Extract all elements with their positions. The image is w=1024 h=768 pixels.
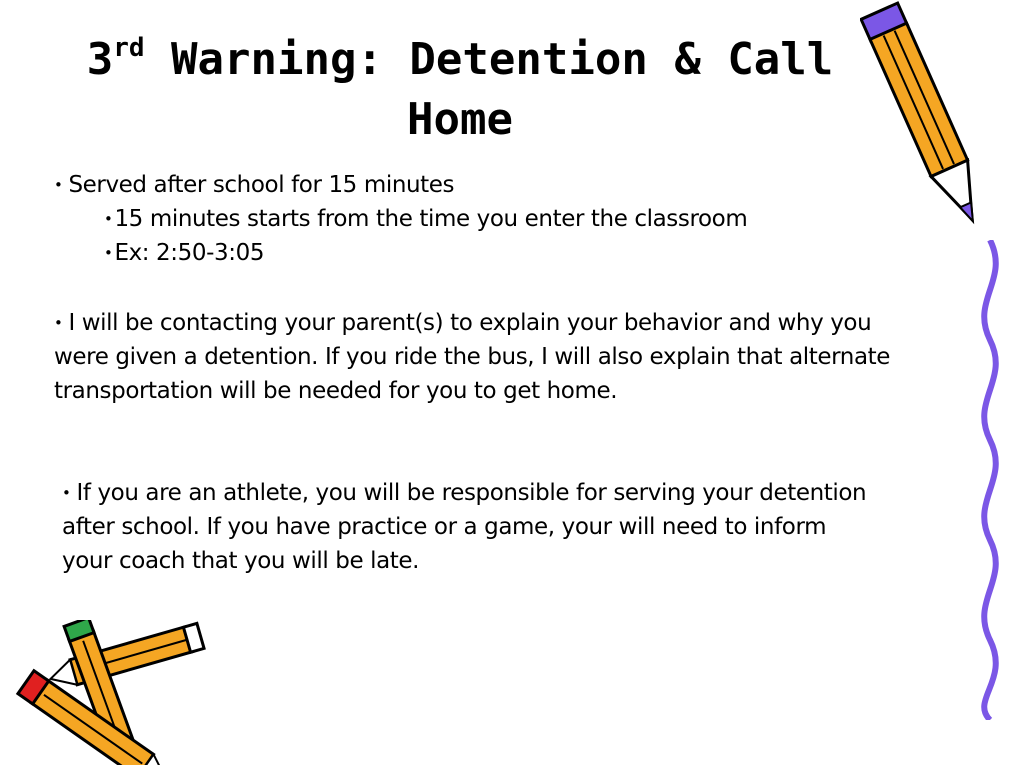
pencil-icon [860,0,1000,245]
title-ordinal-suffix: rd [113,33,145,63]
bullet-served-after-school [54,168,454,202]
bullet-text: Ex: 2:50-3:05 [114,240,265,266]
squiggle-line [970,240,1010,720]
bullet-text: 15 minutes starts from the time you enter the classroom [114,206,748,232]
bullet-athlete [62,476,882,578]
bullet-marker: • [104,210,113,228]
bullet-text: Served after school for 15 minutes [68,172,455,198]
bullet-marker: • [62,484,71,502]
bullet-marker: • [104,244,113,262]
bullet-text: I will be contacting your parent(s) to explain your behavior and why you were given a detention. If you ride the bus, I will also explain that alternate transportation will be needed for you to get home. [54,310,891,404]
title-text: Warning: Detention & Call Home [144,34,834,145]
sub-bullet-start-time [104,202,747,236]
sub-bullet-example [104,236,264,270]
slide-title [60,30,860,150]
bullet-marker: • [54,314,63,332]
bullet-contact-parents [54,306,924,408]
crossed-pencils-icon [0,620,210,765]
bullet-marker: • [54,176,63,194]
title-ordinal: 3 [86,34,114,85]
bullet-text: If you are an athlete, you will be responsible for serving your detention after school. If you have practice or a game, your will need to inform your coach that you will be late. [62,480,867,574]
